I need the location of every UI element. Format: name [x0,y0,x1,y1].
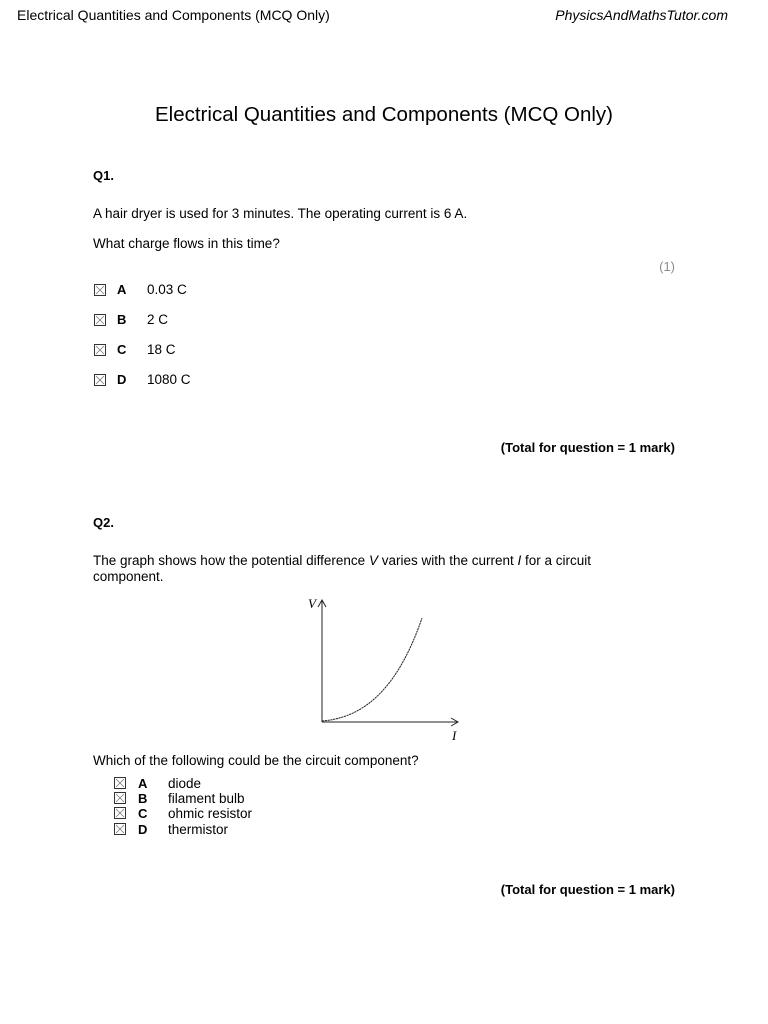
question-stem-line-2: component. [93,569,164,584]
page-header-title: Electrical Quantities and Components (MCQ Only) [17,7,330,23]
stem-variable-i: I [517,553,522,568]
checkbox[interactable] [114,807,126,819]
option-letter: D [117,372,127,387]
option-letter: C [117,342,127,357]
option-text: thermistor [168,822,229,837]
checkbox[interactable] [94,284,106,296]
checkbox[interactable] [114,792,126,804]
question-number: Q2. [93,515,114,530]
checkbox[interactable] [94,344,106,356]
vi-curve [322,618,422,721]
option-letter: C [138,806,148,821]
question-total: (Total for question = 1 mark) [500,882,675,897]
option-text: ohmic resistor [168,806,253,821]
question-prompt: What charge flows in this time? [93,236,280,251]
document-title: Electrical Quantities and Components (MCQ Only) [154,103,613,126]
option-letter: B [138,791,148,806]
option-text: 1080 C [147,372,191,387]
question-stem: A hair dryer is used for 3 minutes. The operating current is 6 A. [93,206,468,221]
checkbox[interactable] [94,314,106,326]
checkbox[interactable] [114,777,126,789]
question-number: Q1. [93,168,114,183]
y-axis-label: V [308,596,316,611]
option-letter: A [117,282,127,297]
question-prompt: Which of the following could be the circuit component? [93,753,419,768]
option-letter: B [117,312,127,327]
y-axis [318,600,326,722]
x-axis-label: I [452,728,457,743]
option-letter: D [138,822,148,837]
option-text: 0.03 C [147,282,187,297]
option-letter: A [138,776,148,791]
checkbox[interactable] [114,823,126,835]
option-text: filament bulb [168,791,245,806]
option-text: 2 C [147,312,169,327]
stem-text: varies with the current [377,553,518,568]
option-text: 18 C [147,342,176,357]
mark-allocation: (1) [659,259,675,274]
page-header-site: PhysicsAndMathsTutor.com [555,7,728,23]
question-total: (Total for question = 1 mark) [500,440,675,455]
vi-graph [300,594,470,746]
checkbox[interactable] [94,374,106,386]
stem-text: for a circuit [521,553,592,568]
stem-text: The graph shows how the potential difference [93,553,369,568]
question-stem [93,552,591,569]
option-text: diode [168,776,202,791]
stem-variable-v: V [368,553,378,568]
x-axis [322,718,458,726]
